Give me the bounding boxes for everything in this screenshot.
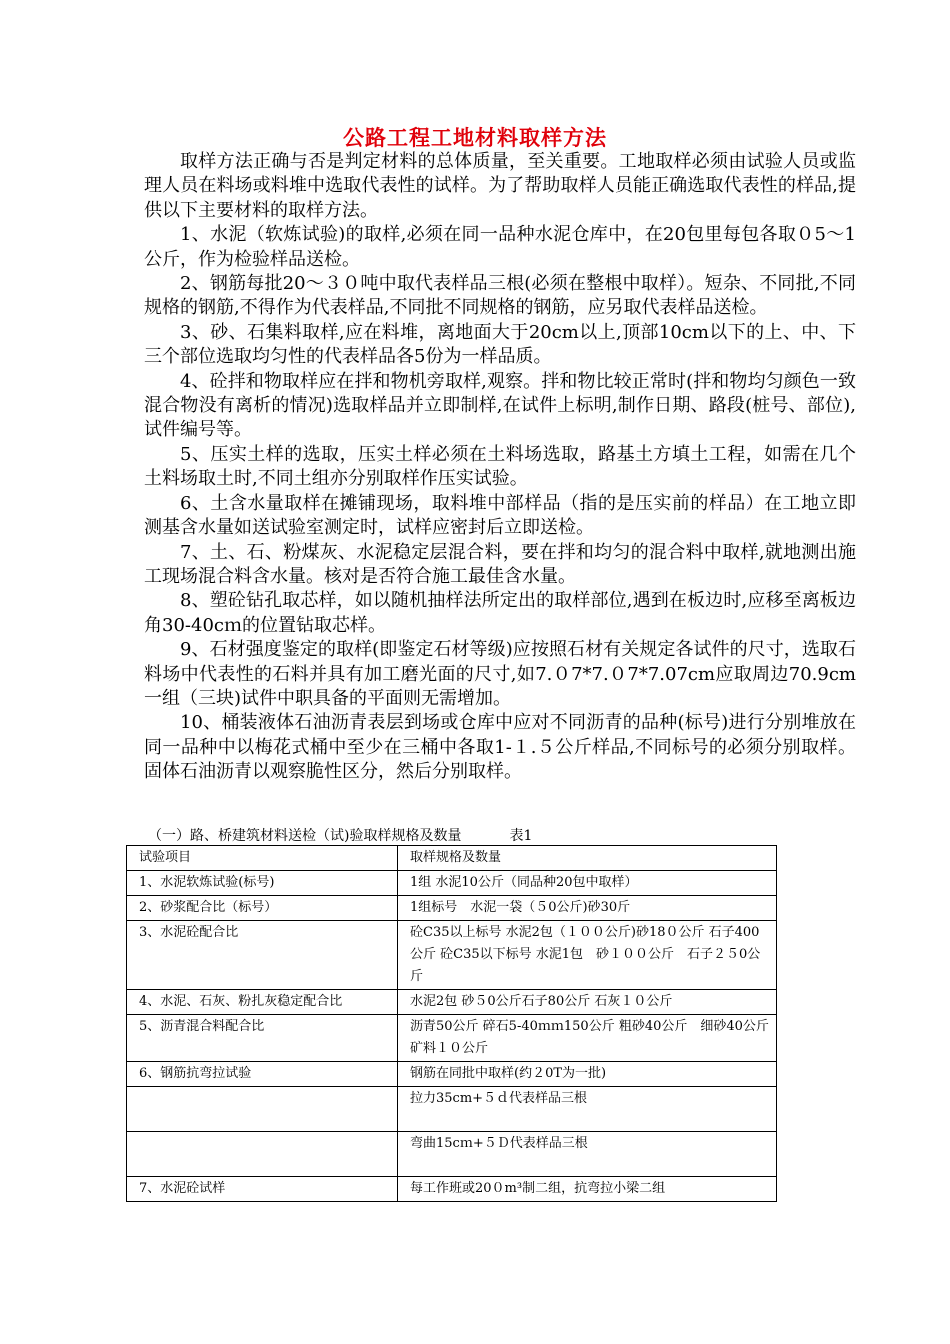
sampling-spec-table	[126, 845, 777, 1202]
paragraph-item-5: 5、压实土样的选取，压实土样必须在土料场选取，路基土方填土工程，如需在几个土料场取土时,不同土组亦分别取样作压实试验。	[144, 443, 856, 490]
header-test-item: 试验项目	[127, 846, 398, 871]
table-cell-spec: 每工作班或20０m³制二组，抗弯拉小梁二组	[398, 1177, 777, 1202]
header-sampling-spec: 取样规格及数量	[398, 846, 777, 871]
table-row	[127, 921, 777, 990]
table-cell-spec: 水泥2包 砂５0公斤石子80公斤 石灰１０公斤	[398, 990, 777, 1015]
table-cell-spec: 弯曲15cｍ+５Ｄ代表样品三根	[398, 1132, 777, 1177]
paragraph-item-3: 3、砂、石集料取样,应在料堆，离地面大于20cm以上,顶部10cm以下的上、中、下三个部位选取均匀性的代表样品各5份为一样品质。	[144, 321, 856, 368]
paragraph-item-8: 8、塑砼钻孔取芯样，如以随机抽样法所定出的取样部位,遇到在板边时,应移至离板边角30-40cｍ的位置钻取芯样。	[144, 590, 856, 636]
table-cell-spec: 钢筋在同批中取样(约２0T为一批)	[398, 1062, 777, 1087]
table-row	[127, 1062, 777, 1087]
table-cell-item: 1、水泥软炼试验(标号)	[127, 871, 398, 896]
table-cell-spec: 拉力35cm+５ｄ代表样品三根	[398, 1087, 777, 1132]
table-cell-item: 4、水泥、石灰、粉扎灰稳定配合比	[127, 990, 398, 1015]
table-cell-item: 2、砂浆配合比（标号）	[127, 896, 398, 921]
table-cell-item: 3、水泥砼配合比	[127, 921, 398, 990]
paragraph-item-6: 6、土含水量取样在摊铺现场，取料堆中部样品（指的是压实前的样品）在工地立即测基含水量如送试验室测定时，试样应密封后立即送检。	[144, 492, 856, 539]
table-cell-item	[127, 1087, 398, 1132]
paragraph-item-9: 9、石材强度鉴定的取样(即鉴定石材等级)应按照石材有关规定各试件的尺寸，选取石料场中代表性的石料并具有加工磨光面的尺寸,如7.０7*7.０7*7.07cm应取周边70.9cm一组（三块)试件中职具备的平面则无需增加。	[144, 639, 856, 709]
paragraph-item-4: 4、砼拌和物取样应在拌和物机旁取样,观察。拌和物比较正常时(拌和物均匀颜色一致混合物没有离析的情况)选取样品并立即制样,在试件上标明,制作日期、路段(桩号、部位),试件编号等。	[144, 370, 856, 441]
table-cell-spec: 1组 水泥10公斤（同品种20包中取样）	[398, 871, 777, 896]
intro-paragraph: 取样方法正确与否是判定材料的总体质量，至关重要。工地取样必须由试验人员或监理人员在料场或料堆中选取代表性的试样。为了帮助取样人员能正确选取代表性的样品,提供以下主要材料的取样方法。	[144, 151, 856, 221]
table-row	[127, 1177, 777, 1202]
paragraph-item-10: 10、桶装液体石油沥青表层到场或仓库中应对不同沥青的品种(标号)进行分别堆放在同一品种中以梅花式桶中至少在三桶中各取1-１.５公斤样品,不同标号的必须分别取样。固体石油沥青以观察脆性区分，然后分别取样。	[144, 712, 856, 783]
table-cell-item: 7、水泥砼试样	[127, 1177, 398, 1202]
paragraph-item-7: 7、土、石、粉煤灰、水泥稳定层混合料，要在拌和均匀的混合料中取样,就地测出施工现场混合料含水量。核对是否符合施工最佳含水量。	[144, 541, 856, 587]
table-caption-text: （一）路、桥建筑材料送检（试)验取样规格及数量	[148, 828, 462, 844]
table-caption	[148, 826, 532, 846]
paragraph-item-1: 1、水泥（软炼试验)的取样,必须在同一品种水泥仓库中，在20包里每包各取０5～1公斤，作为检验样品送检。	[144, 224, 856, 270]
table-header-row	[127, 846, 777, 871]
document-body	[144, 150, 856, 785]
table-cell-spec: 沥青50公斤 碎石5-40ｍｍ150公斤 粗砂40公斤 细砂40公斤 矿料１０公斤	[398, 1015, 777, 1062]
table-cell-item: 5、沥青混合料配合比	[127, 1015, 398, 1062]
table-number: 表1	[509, 828, 533, 844]
table-row	[127, 1132, 777, 1177]
table-cell-spec: 1组标号 水泥一袋（５0公斤)砂30斤	[398, 896, 777, 921]
table-cell-item	[127, 1132, 398, 1177]
document-title: 公路工程工地材料取样方法	[343, 125, 607, 150]
table-row	[127, 1015, 777, 1062]
table-row	[127, 1087, 777, 1132]
paragraph-item-2: 2、钢筋每批20～３０吨中取代表样品三根(必须在整根中取样）。短杂、不同批,不同规格的钢筋,不得作为代表样品,不同批不同规格的钢筋，应另取代表样品送检。	[144, 273, 856, 319]
table-cell-spec: 砼C35以上标号 水泥2包（１００公斤)砂18０公斤 石子400公斤 砼C35以下标号 水泥1包 砂１００公斤 石子２５0公斤	[398, 921, 777, 990]
table-row	[127, 871, 777, 896]
table-row	[127, 896, 777, 921]
table-cell-item: 6、钢筋抗弯拉试验	[127, 1062, 398, 1087]
table-row	[127, 990, 777, 1015]
